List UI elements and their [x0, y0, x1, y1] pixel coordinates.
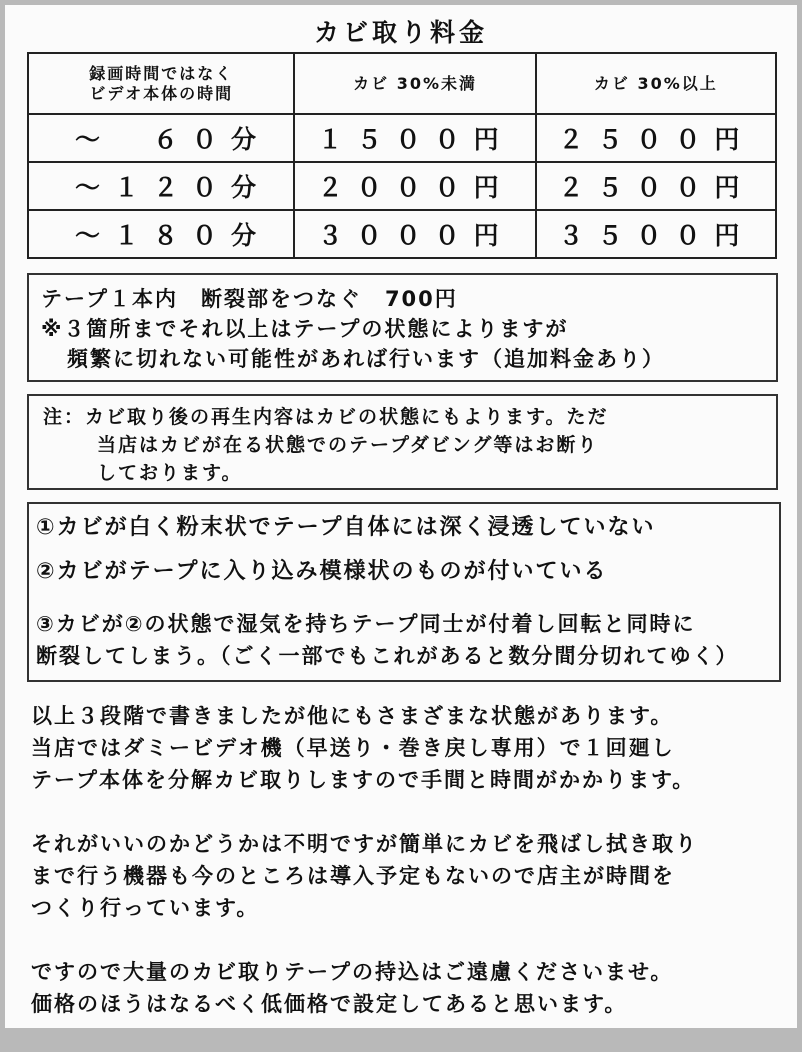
- cell-price-over-30: ３５００円: [536, 210, 776, 258]
- body-line: 当店ではダミービデオ機（早送り・巻き戻し専用）で１回廻し: [31, 736, 675, 760]
- header-under-30: カビ 30%未満: [294, 53, 535, 114]
- cell-duration: ～ ６０分: [28, 114, 294, 162]
- splice-note-line: ※３箇所までそれ以上はテープの状態によりますが: [41, 317, 569, 341]
- cell-price-under-30: ２０００円: [294, 162, 535, 210]
- cell-duration: ～１８０分: [28, 210, 294, 258]
- header-duration-text: 録画時間ではなく ビデオ本体の時間: [89, 63, 234, 103]
- splice-note-line: 頻繁に切れない可能性があれば行います（追加料金あり）: [67, 347, 665, 371]
- body-line: ですので大量のカビ取りテープの持込はご遠慮くださいませ。: [31, 960, 674, 984]
- body-line: つくり行っています。: [31, 896, 260, 920]
- caution-note-box: [27, 394, 778, 490]
- page-title: カビ取り料金: [313, 18, 488, 47]
- caution-note-line: しております。: [97, 462, 243, 484]
- cell-price-under-30: １５００円: [294, 114, 535, 162]
- table-header-row: [28, 53, 776, 114]
- cell-duration: ～１２０分: [28, 162, 294, 210]
- splice-note-box: [27, 273, 778, 382]
- body-paragraph: [31, 956, 791, 1020]
- header-duration: [28, 53, 294, 114]
- caution-note-line: 当店はカビが在る状態でのテープダビング等はお断り: [97, 434, 599, 456]
- table-row: [28, 162, 776, 210]
- cell-price-under-30: ３０００円: [294, 210, 535, 258]
- condition-item-3-line: ③カビが②の状態で湿気を持ちテープ同士が付着し回転と同時に: [36, 612, 696, 636]
- caution-note-line: 注：カビ取り後の再生内容はカビの状態にもよります。ただ: [43, 406, 609, 428]
- body-line: まで行う機器も今のところは導入予定もないので店主が時間を: [31, 864, 675, 888]
- body-line: それがいいのかどうかは不明ですが簡単にカビを飛ばし拭き取り: [31, 832, 698, 856]
- price-table: [27, 52, 777, 259]
- body-paragraph: [31, 828, 791, 924]
- mold-conditions-box: [27, 502, 781, 682]
- body-line: 以上３段階で書きましたが他にもさまざまな状態があります。: [31, 704, 674, 728]
- page: [5, 5, 797, 1028]
- body-line: テープ本体を分解カビ取りしますので手間と時間がかかります。: [31, 768, 696, 792]
- body-text: [31, 700, 791, 1052]
- condition-item-3: [36, 608, 739, 672]
- condition-item-1: ①カビが白く粉末状でテープ自体には深く浸透していない: [36, 515, 656, 540]
- condition-item-3-line: 断裂してしまう。（ごく一部でもこれがあると数分間分切れてゆく）: [36, 644, 739, 668]
- table-row: [28, 210, 776, 258]
- table-row: [28, 114, 776, 162]
- cell-price-over-30: ２５００円: [536, 162, 776, 210]
- body-line: 価格のほうはなるべく低価格で設定してあると思います。: [31, 992, 628, 1016]
- body-paragraph: [31, 700, 791, 796]
- header-over-30: カビ 30%以上: [536, 53, 776, 114]
- splice-note-line: テープ１本内 断裂部をつなぐ 700円: [41, 287, 458, 311]
- condition-item-2: ②カビがテープに入り込み模様状のものが付いている: [36, 559, 608, 584]
- cell-price-over-30: ２５００円: [536, 114, 776, 162]
